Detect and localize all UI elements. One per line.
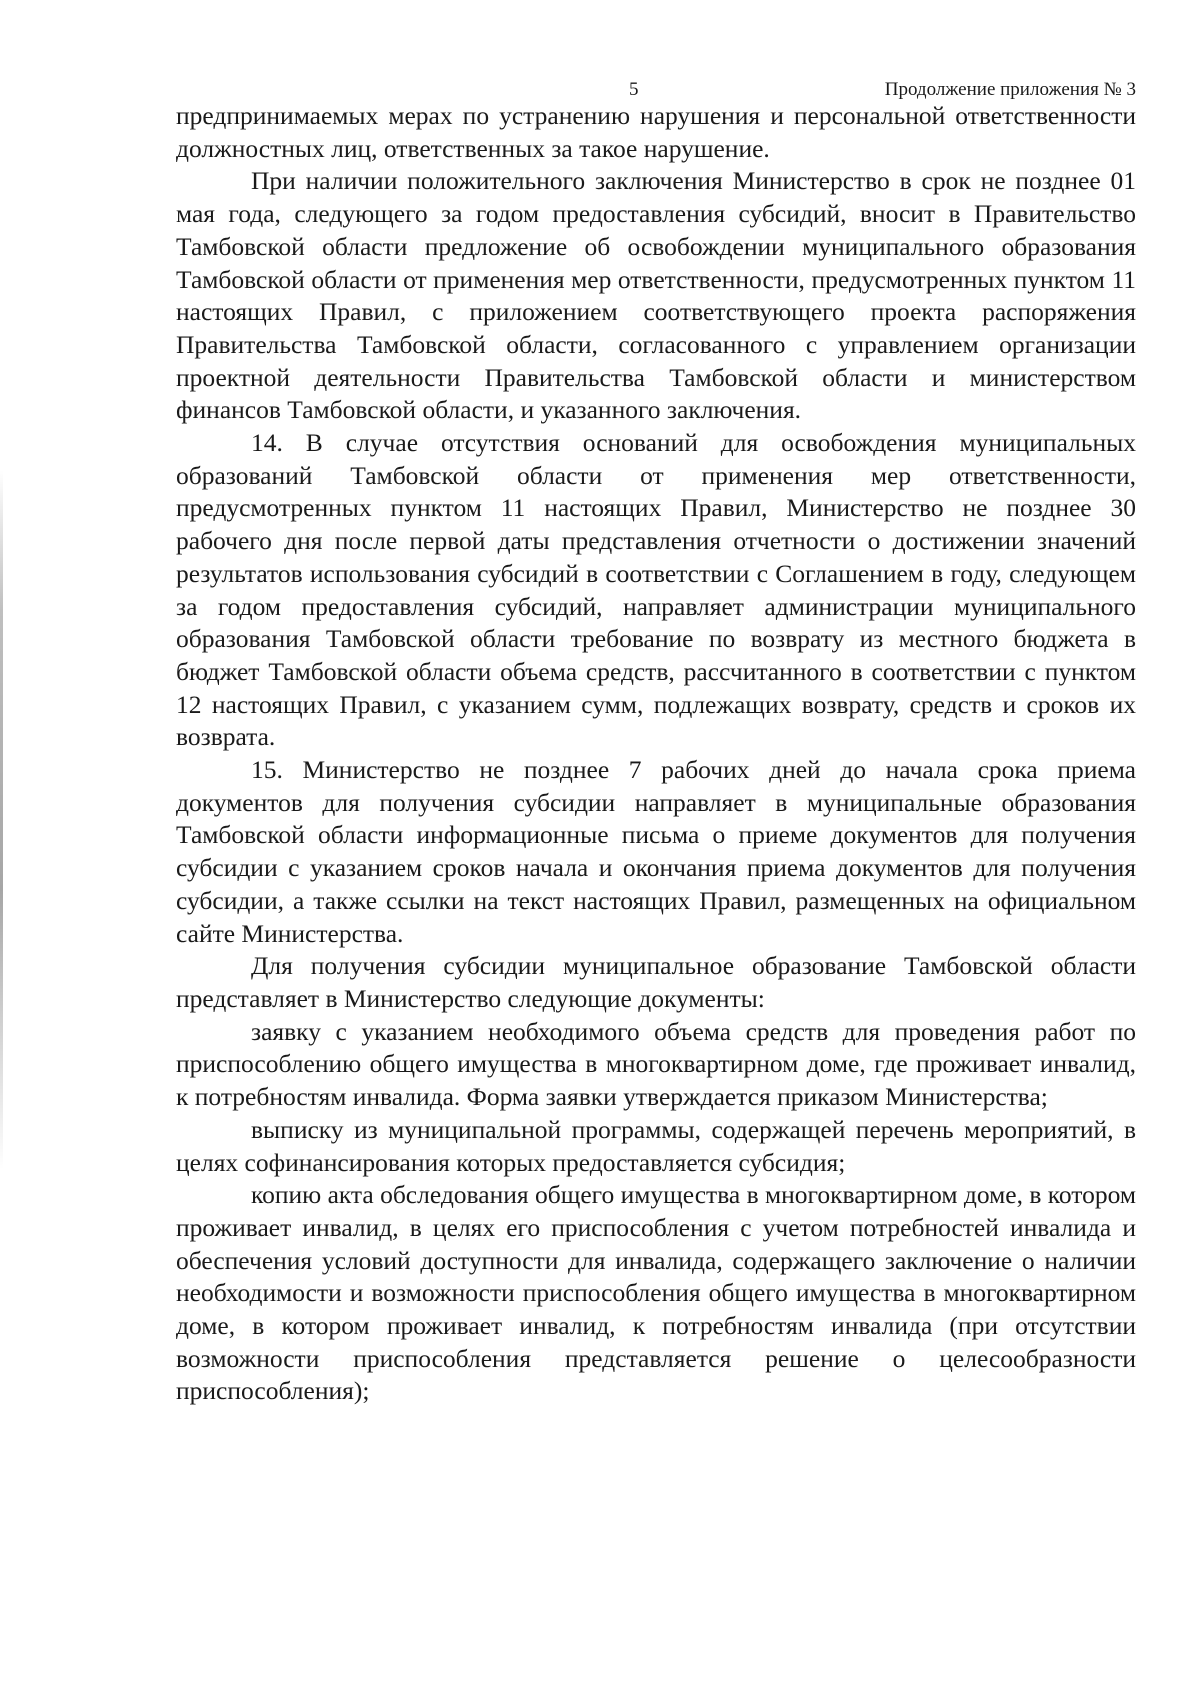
paragraph: выписку из муниципальной программы, содержащей перечень мероприятий, в целях софинансирования которых предоставляется субсидия; <box>176 1114 1136 1177</box>
paragraph: 15. Министерство не позднее 7 рабочих дней до начала срока приема документов для получения субсидии направляет в муниципальные образования Тамбовской области информационные письма о приеме документов для получения субсидии с указанием сроков начала и окончания приема документов для получения субсидии, а также ссылки на текст настоящих Правил, размещенных на официальном сайте Министерства. <box>176 755 1136 948</box>
paragraph: Для получения субсидии муниципальное образование Тамбовской области представляет в Министерство следующие документы: <box>176 951 1136 1013</box>
scan-edge-shadow <box>0 470 3 1170</box>
appendix-continuation-note: Продолжение приложения № 3 <box>884 79 1136 100</box>
document-body <box>176 100 1136 1408</box>
paragraph: предпринимаемых мерах по устранению нарушения и персональной ответственности должностных лиц, ответственных за такое нарушение. <box>176 101 1136 163</box>
paragraph: заявку с указанием необходимого объема средств для проведения работ по приспособлению общего имущества в многоквартирном доме, где проживает инвалид, к потребностям инвалида. Форма заявки утверждается приказом Министерства; <box>176 1016 1136 1112</box>
paragraph: При наличии положительного заключения Министерство в срок не позднее 01 мая года, следующего за годом предоставления субсидий, вносит в Правительство Тамбовской области предложение об освобождении муниципального образования Тамбовской области от применения мер ответственности, предусмотренных пунктом 11 настоящих Правил, с приложением соответствующего проекта распоряжения Правительства Тамбовской области, согласованного с управлением организации проектной деятельности Правительства Тамбовской области и министерством финансов Тамбовской области, и указанного заключения. <box>176 166 1136 425</box>
paragraph: копию акта обследования общего имущества в многоквартирном доме, в котором проживает инвалид, в целях его приспособления с учетом потребностей инвалида и обеспечения условий доступности для инвалида, содержащего заключение о наличии необходимости и возможности приспособления общего имущества в многоквартирном доме, в котором проживает инвалид, к потребностям инвалида (при отсутствии возможности приспособления представляется решение о целесообразности приспособления); <box>176 1180 1136 1406</box>
page-number: 5 <box>629 79 639 100</box>
paragraph: 14. В случае отсутствия оснований для освобождения муниципальных образований Тамбовской области от применения мер ответственности, предусмотренных пунктом 11 настоящих Правил, Министерство не позднее 30 рабочего дня после первой даты представления отчетности о достижении значений результатов использования субсидий в соответствии с Соглашением в году, следующем за годом предоставления субсидий, направляет администрации муниципального образования Тамбовской области требование по возврату из местного бюджета в бюджет Тамбовской области объема средств, рассчитанного в соответствии с пунктом 12 настоящих Правил, с указанием сумм, подлежащих возврату, средств и сроков их возврата. <box>176 428 1136 752</box>
